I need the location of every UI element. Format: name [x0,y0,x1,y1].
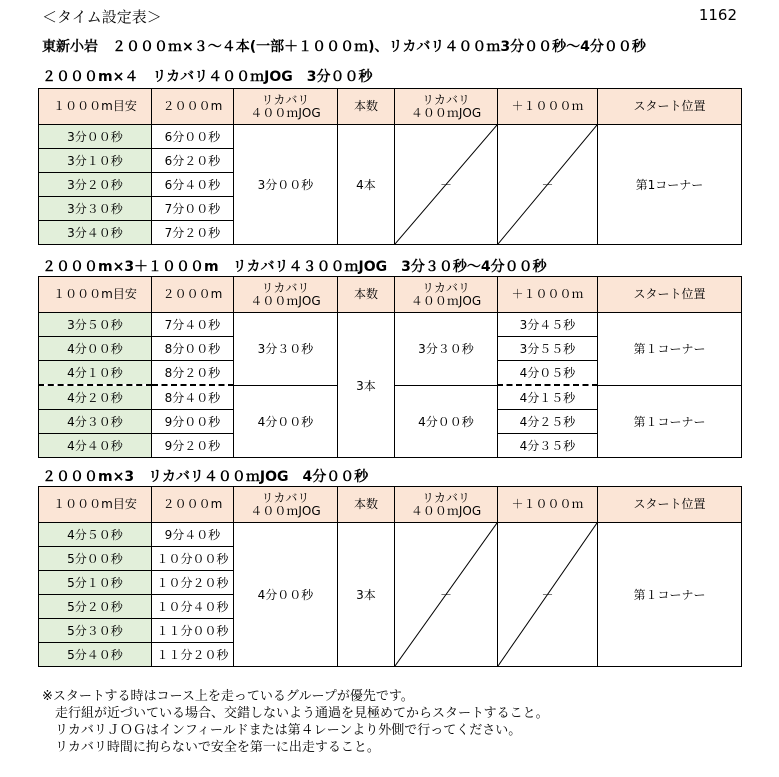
na-cell [498,523,598,667]
col-header-reps: 本数 [338,89,395,125]
time-cell: １１分２０秒 [152,643,234,667]
note-line: ※スタートする時はコース上を走っているグループが優先です。 [42,689,414,704]
dash-mark: － [439,588,452,602]
na-cell [395,125,498,245]
na-cell [395,523,498,667]
section-2-table [38,276,742,458]
plus1000-cell: 4分０５秒 [498,361,598,386]
table-header-row [39,277,742,313]
time-cell: 8分００秒 [152,337,234,361]
time-cell: 8分４０秒 [152,385,234,410]
col-header-start: スタート位置 [598,89,742,125]
pace-cell: 3分３０秒 [39,197,152,221]
time-cell: 9分４０秒 [152,523,234,547]
recovery-cell: 4分００秒 [234,523,338,667]
col-header-pace: １０００m目安 [39,277,152,313]
document-number: 1162 [698,6,737,24]
section-1-heading: ２０００m×４ リカバリ４００ｍJOG 3分００秒 [42,69,373,85]
col-header-plus1000: ＋１０００ｍ [498,487,598,523]
col-header-recovery: リカバリ ４００ｍJOG [234,277,338,313]
col-header-pace: １０００m目安 [39,89,152,125]
col-header-pace: １０００m目安 [39,487,152,523]
col-header-start: スタート位置 [598,277,742,313]
note-line: リカバリＪＯＧはインフィールドまたは第４レーンより外側で行ってください。 [42,723,522,738]
recovery-cell: 4分００秒 [395,385,498,458]
dash-mark: － [439,178,452,192]
recovery-cell: 4分００秒 [234,385,338,458]
recovery-cell: 3分３０秒 [395,313,498,386]
reps-cell: 4本 [338,125,395,245]
recovery-cell: 3分３０秒 [234,313,338,386]
start-cell: 第１コーナー [598,523,742,667]
dash-mark: － [541,178,554,192]
reps-cell: 3本 [338,313,395,458]
table-row [39,125,742,149]
time-cell: 8分２０秒 [152,361,234,386]
time-cell: 6分４０秒 [152,173,234,197]
section-3-table [38,486,742,667]
plus1000-cell: 4分２５秒 [498,410,598,434]
pace-cell: 4分１０秒 [39,361,152,386]
na-cell [498,125,598,245]
col-header-recovery-2: リカバリ ４００ｍJOG [395,277,498,313]
note-line: リカバリ時間に拘らないで安全を第一に出走すること。 [42,740,380,755]
plus1000-cell: 3分５５秒 [498,337,598,361]
pace-cell: 5分００秒 [39,547,152,571]
pace-cell: 4分３０秒 [39,410,152,434]
col-header-2000m: ２０００m [152,487,234,523]
col-header-recovery-2: リカバリ ４００ｍJOG [395,89,498,125]
start-cell: 第１コーナー [598,313,742,386]
table-row [39,313,742,337]
col-header-recovery: リカバリ ４００ｍJOG [234,89,338,125]
section-1-table [38,88,742,245]
pace-cell: 5分２０秒 [39,595,152,619]
pace-cell: 4分００秒 [39,337,152,361]
table-header-row [39,487,742,523]
pace-cell: 3分００秒 [39,125,152,149]
dash-mark: － [541,588,554,602]
col-header-plus1000: ＋１０００ｍ [498,89,598,125]
pace-cell: 5分４０秒 [39,643,152,667]
time-cell: １０分００秒 [152,547,234,571]
pace-cell: 3分４０秒 [39,221,152,245]
time-cell: 6分００秒 [152,125,234,149]
pace-cell: 5分１０秒 [39,571,152,595]
col-header-start: スタート位置 [598,487,742,523]
time-cell: 7分４０秒 [152,313,234,337]
time-cell: 7分２０秒 [152,221,234,245]
time-cell: １０分２０秒 [152,571,234,595]
time-cell: 9分２０秒 [152,434,234,458]
col-header-2000m: ２０００m [152,89,234,125]
page-title: ＜タイム設定表＞ [42,8,162,26]
col-header-plus1000: ＋１０００ｍ [498,277,598,313]
pace-cell: 3分２０秒 [39,173,152,197]
col-header-2000m: ２０００m [152,277,234,313]
pace-cell: 4分２０秒 [39,385,152,410]
pace-cell: 3分５０秒 [39,313,152,337]
start-cell: 第1コーナー [598,125,742,245]
time-cell: １０分４０秒 [152,595,234,619]
section-2-heading: ２０００m×3＋１０００m リカバリ４３００ｍJOG 3分３０秒～4分００秒 [42,259,547,275]
pace-cell: 5分３０秒 [39,619,152,643]
col-header-reps: 本数 [338,277,395,313]
note-line: 走行組が近づいている場合、交錯しないよう通過を見極めてからスタートすること。 [42,706,549,721]
recovery-cell: 3分００秒 [234,125,338,245]
plus1000-cell: 3分４５秒 [498,313,598,337]
col-header-reps: 本数 [338,487,395,523]
notes [42,688,549,756]
time-cell: 6分２０秒 [152,149,234,173]
pace-cell: 4分４０秒 [39,434,152,458]
section-3-heading: ２０００m×3 リカバリ４００ｍJOG 4分００秒 [42,469,369,485]
col-header-recovery: リカバリ ４００ｍJOG [234,487,338,523]
table-row [39,523,742,547]
start-cell: 第１コーナー [598,385,742,458]
time-cell: １１分００秒 [152,619,234,643]
plus1000-cell: 4分３５秒 [498,434,598,458]
table-header-row [39,89,742,125]
col-header-recovery-2: リカバリ ４００ｍJOG [395,487,498,523]
pace-cell: 3分１０秒 [39,149,152,173]
page-subtitle: 東新小岩 ２０００ｍ×３～４本(一部＋１０００ｍ)、リカバリ４００ｍ3分００秒～4分００秒 [42,39,646,55]
plus1000-cell: 4分１５秒 [498,385,598,410]
reps-cell: 3本 [338,523,395,667]
time-cell: 7分００秒 [152,197,234,221]
time-cell: 9分００秒 [152,410,234,434]
pace-cell: 4分５０秒 [39,523,152,547]
